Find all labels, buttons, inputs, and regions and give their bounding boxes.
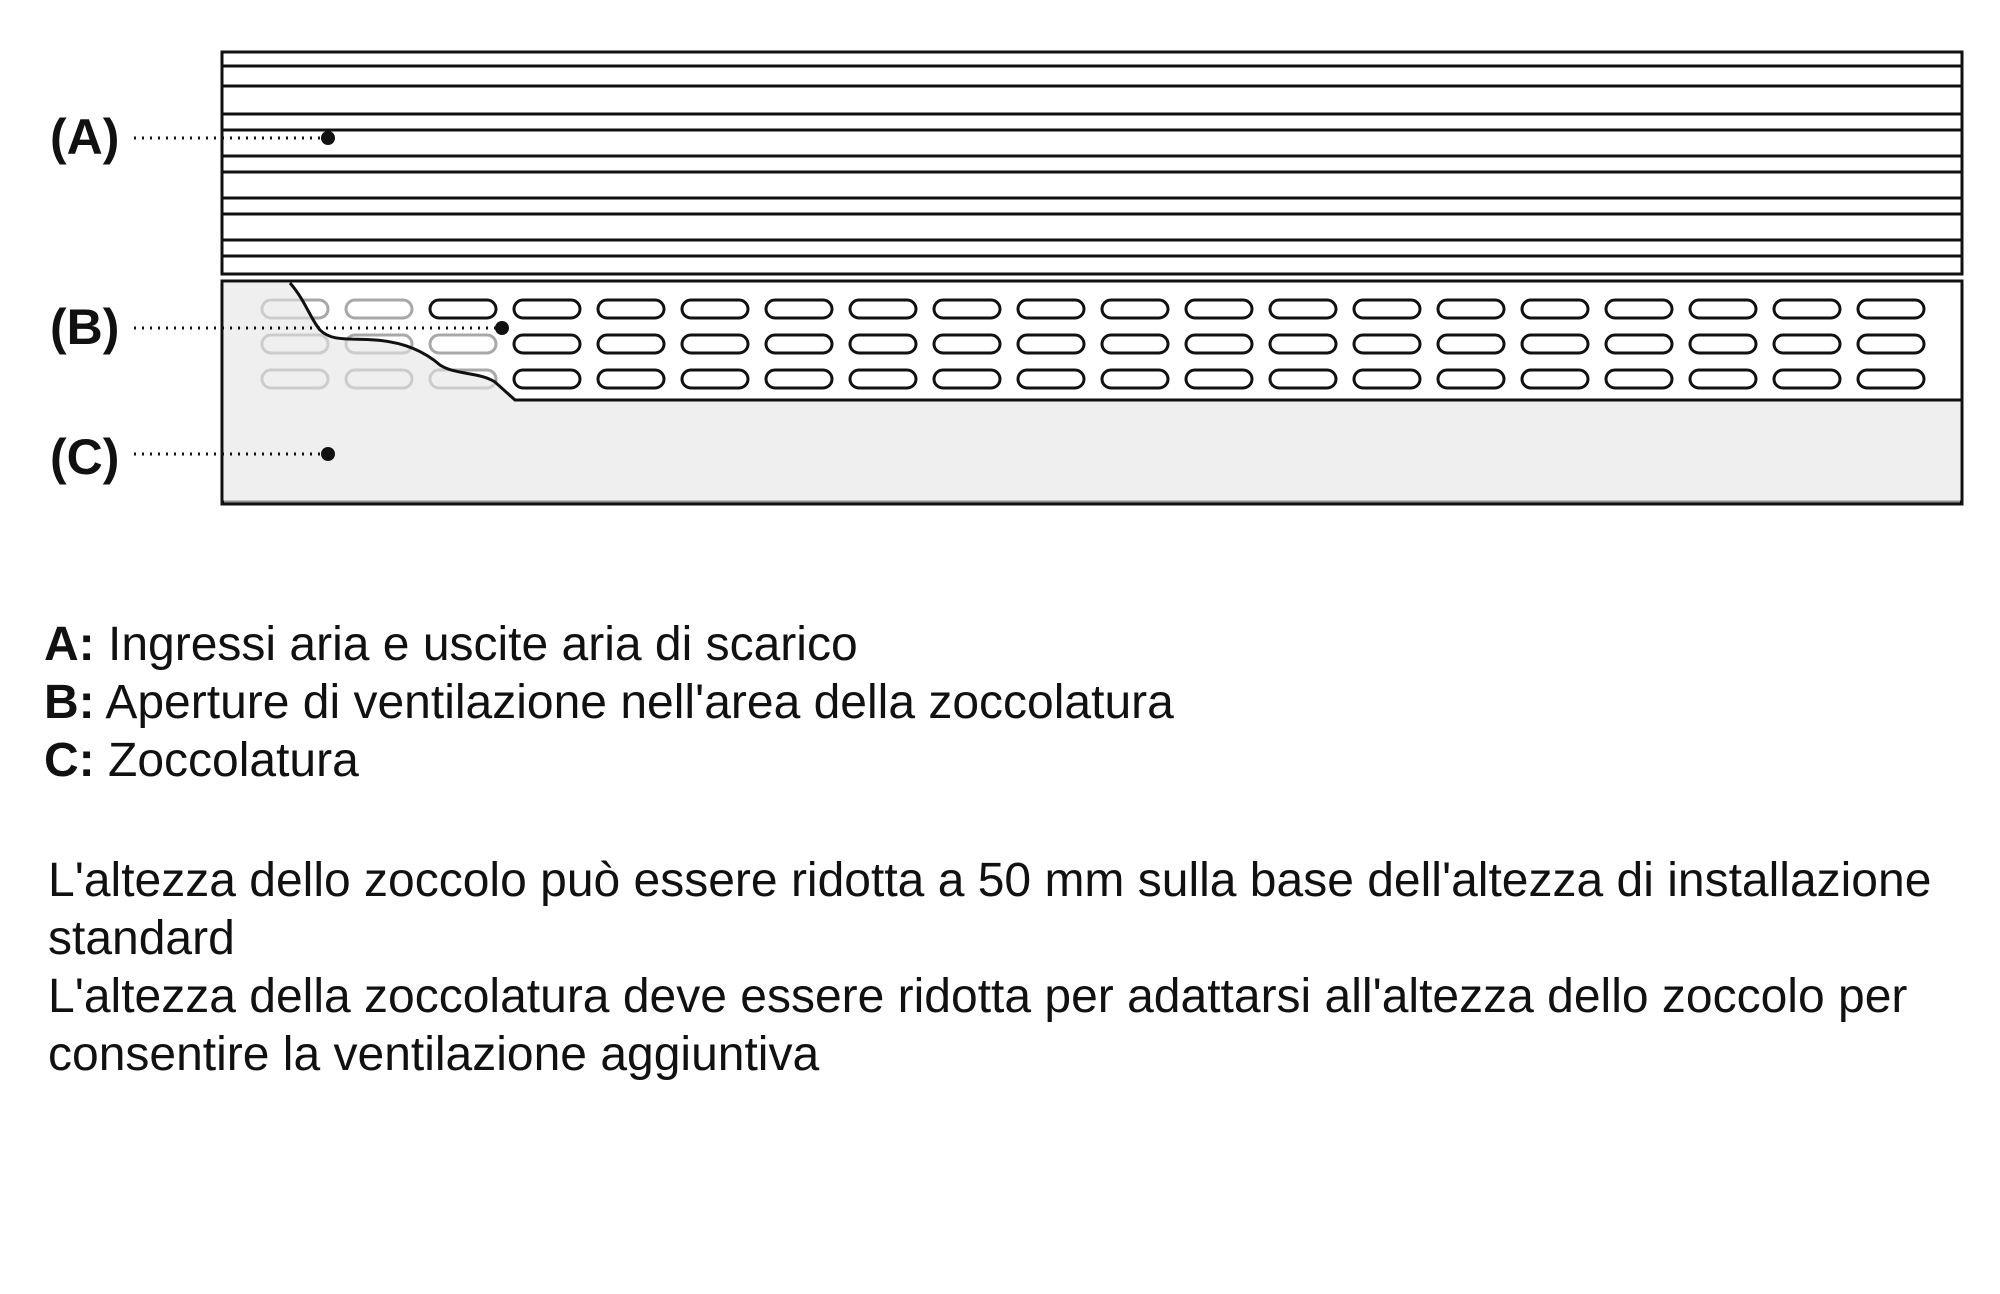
- legend-item-a: [44, 616, 1174, 674]
- leader-dot: [321, 447, 335, 461]
- leader-dot: [495, 321, 509, 335]
- ventilation-diagram: [0, 0, 2000, 560]
- legend-item-b: [44, 674, 1174, 732]
- callout-label-b: (B): [50, 299, 120, 355]
- note-plinth-cover-height: L'altezza della zoccolatura deve essere ridotta per adattarsi all'altezza dello zoccolo per consentire la ventilazione aggiuntiva: [48, 970, 1908, 1081]
- legend-text: Aperture di ventilazione nell'area della zoccolatura: [105, 676, 1174, 729]
- air-inlet-outlet-panel: [222, 52, 1962, 274]
- installation-notes: [48, 852, 1948, 1084]
- note-plinth-height: L'altezza dello zoccolo può essere ridotta a 50 mm sulla base dell'altezza di installazione standard: [48, 854, 1932, 965]
- legend-key: A:: [44, 618, 95, 671]
- legend-key: C:: [44, 734, 95, 787]
- leader-dot: [321, 131, 335, 145]
- legend: [44, 616, 1174, 790]
- callout-label-a: (A): [50, 109, 120, 165]
- callout-label-c: (C): [50, 429, 120, 485]
- legend-text: Ingressi aria e uscite aria di scarico: [108, 618, 858, 671]
- legend-text: Zoccolatura: [108, 734, 359, 787]
- legend-item-c: [44, 732, 1174, 790]
- legend-key: B:: [44, 676, 95, 729]
